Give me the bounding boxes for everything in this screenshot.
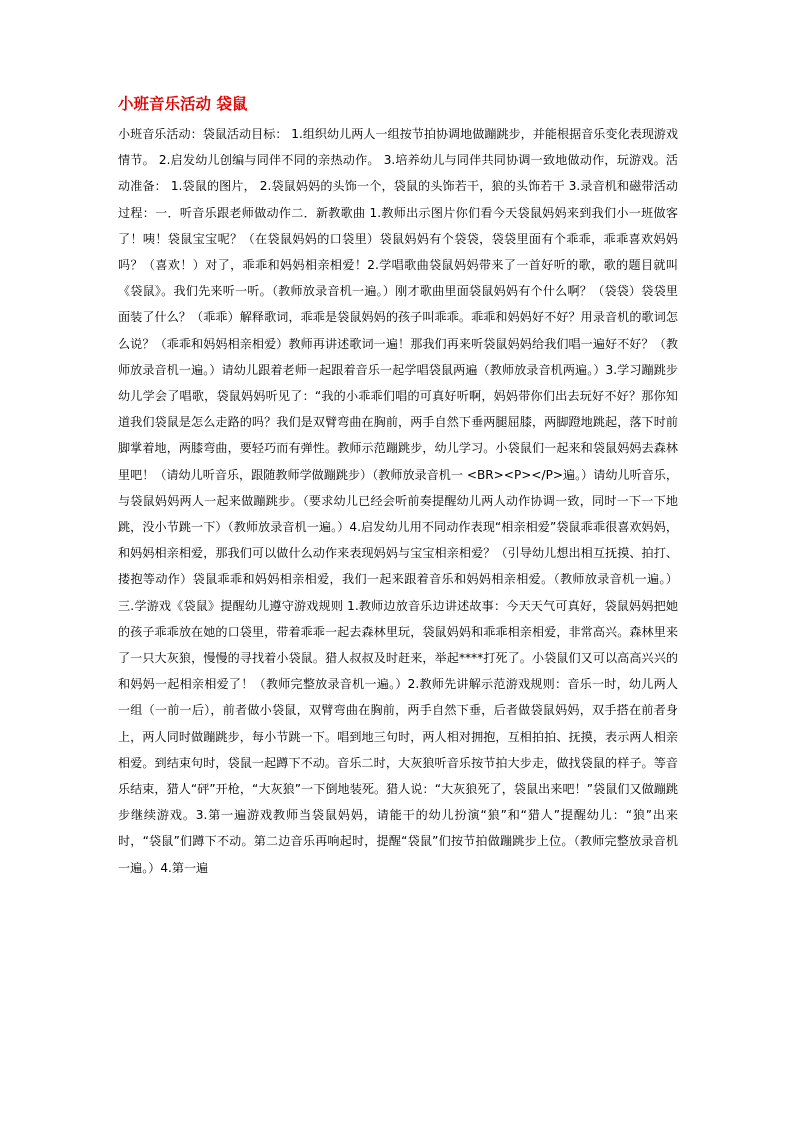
document-body: 小班音乐活动：袋鼠活动目标： 1.组织幼儿两人一组按节拍协调地做蹦跳步，并能根据音乐变化表现游戏情节。 2.启发幼儿创编与同伴不同的亲热动作。 3.培养幼儿与同伴共同协调一致地做动作，玩游戏。活动准备： 1.袋鼠的图片， 2.袋鼠妈妈的头饰一个，袋鼠的头饰若干，狼的头饰若干 3.录音机和磁带活动过程：一．听音乐跟老师做动作二．新教歌曲 1.教师出示图片你们看今天袋鼠妈妈来到我们小一班做客了！咦！袋鼠宝宝呢？（在袋鼠妈妈的口袋里）袋鼠妈妈有个袋袋，袋袋里面有个乖乖，乖乖喜欢妈妈吗？（喜欢！）对了，乖乖和妈妈相亲相爱！2.学唱歌曲袋鼠妈妈带来了一首好听的歌，歌的题目就叫《袋鼠》。我们先来听一听。（教师放录音机一遍。）刚才歌曲里面袋鼠妈妈有个什么啊？（袋袋）袋袋里面装了什么？（乖乖）解释歌词，乖乖是袋鼠妈妈的孩子叫乖乖。乖乖和妈妈好不好？用录音机的歌词怎么说？（乖乖和妈妈相亲相爱）教师再讲述歌词一遍！那我们再来听袋鼠妈妈给我们唱一遍好不好？（教师放录音机一遍。）请幼儿跟着老师一起跟着音乐一起学唱袋鼠两遍（教师放录音机两遍。）3.学习蹦跳步幼儿学会了唱歌，袋鼠妈妈听见了：“我的小乖乖们唱的可真好听啊，妈妈带你们出去玩好不好？那你知道我们袋鼠是怎么走路的吗？我们是双臂弯曲在胸前，两手自然下垂两腿屈膝，两脚蹬地跳起，落下时前脚掌着地，两膝弯曲，要轻巧而有弹性。教师示范蹦跳步，幼儿学习。小袋鼠们一起来和袋鼠妈妈去森林里吧！（请幼儿听音乐，跟随教师学做蹦跳步）（教师放录音机一 <BR><P></P>遍。）请幼儿听音乐，与袋鼠妈妈两人一起来做蹦跳步。（要求幼儿已经会听前奏提醒幼儿两人动作协调一致，同时一下一下地跳，没小节跳一下）（教师放录音机一遍。）4.启发幼儿用不同动作表现“相亲相爱”袋鼠乖乖很喜欢妈妈，和妈妈相亲相爱，那我们可以做什么动作来表现妈妈与宝宝相亲相爱？（引导幼儿想出相互抚摸、拍打、搂抱等动作）袋鼠乖乖和妈妈相亲相爱，我们一起来跟着音乐和妈妈相亲相爱。（教师放录音机一遍。）三.学游戏《袋鼠》提醒幼儿遵守游戏规则 1.教师边放音乐边讲述故事：今天天气可真好，袋鼠妈妈把她的孩子乖乖放在她的口袋里，带着乖乖一起去森林里玩，袋鼠妈妈和乖乖相亲相爱，非常高兴。森林里来了一只大灰狼，慢慢的寻找着小袋鼠。猎人叔叔及时赶来，举起****打死了。小袋鼠们又可以高高兴兴的和妈妈一起相亲相爱了！（教师完整放录音机一遍。）2.教师先讲解示范游戏规则：音乐一时，幼儿两人一组（一前一后），前者做小袋鼠，双臂弯曲在胸前，两手自然下垂，后者做袋鼠妈妈，双手搭在前者身上，两人同时做蹦跳步，每小节跳一下。唱到地三句时，两人相对拥抱，互相拍拍、抚摸，表示两人相亲相爱。到结束句时，袋鼠一起蹲下不动。音乐二时，大灰狼听音乐按节拍大步走，做找袋鼠的样子。等音乐结束，猎人“砰”开枪，“大灰狼”一下倒地装死。猎人说：“大灰狼死了，袋鼠出来吧！”袋鼠们又做蹦跳步继续游戏。3.第一遍游戏教师当袋鼠妈妈，请能干的幼儿扮演“狼”和“猎人”提醒幼儿：“狼”出来时，“袋鼠”们蹲下不动。第二边音乐再响起时，提醒“袋鼠”们按节拍做蹦跳步上位。（教师完整放录音机一遍。）4.第一遍 [118,127,678,875]
document-title: 小班音乐活动 袋鼠 [118,94,248,113]
document-page [118,94,678,881]
